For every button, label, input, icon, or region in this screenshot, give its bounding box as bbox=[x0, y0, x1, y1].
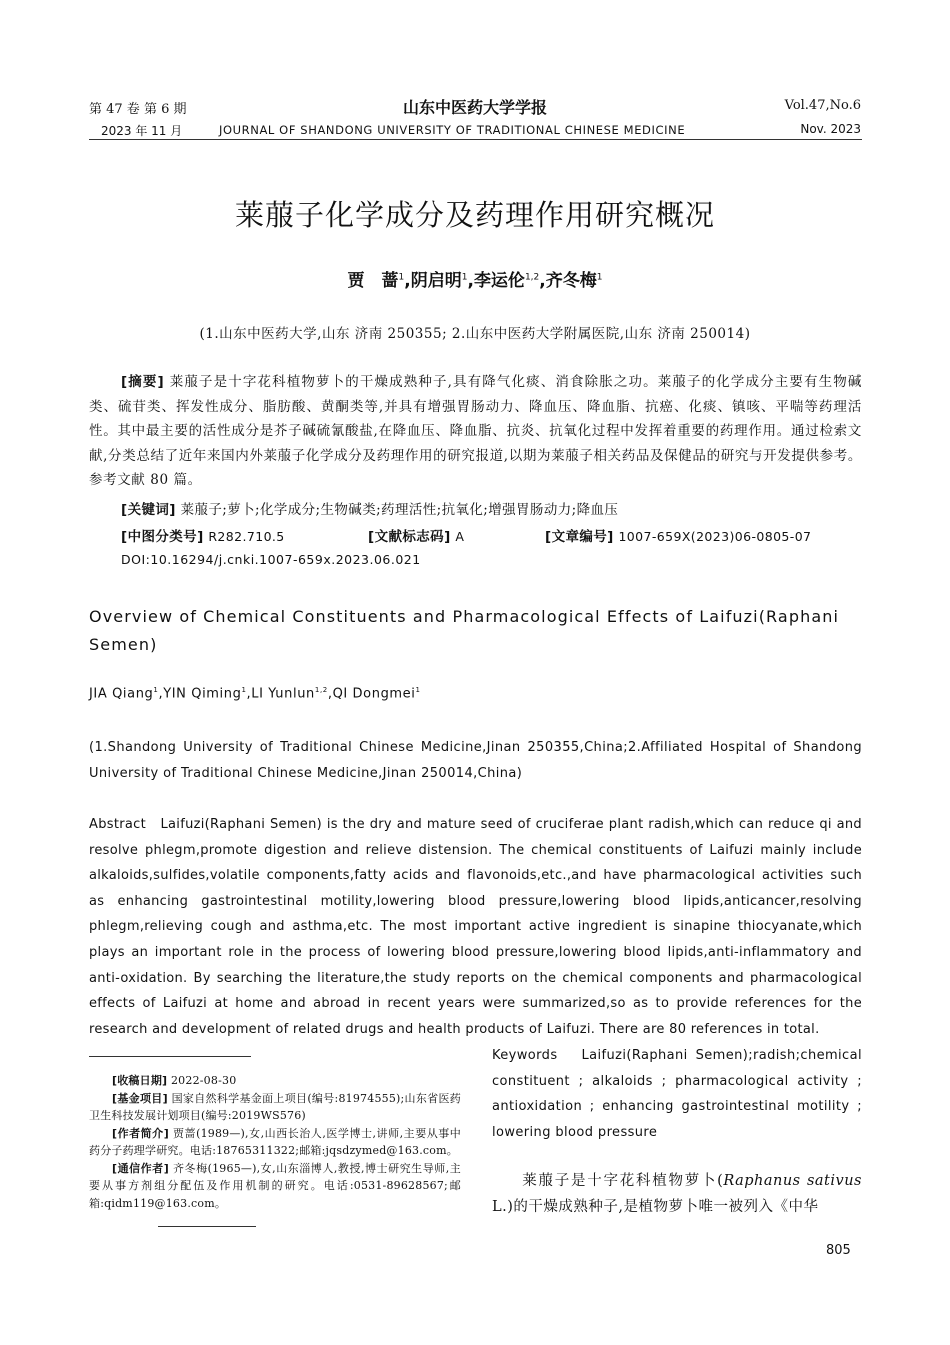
author-sup: 1 bbox=[461, 272, 468, 283]
author-name: 李运伦 bbox=[473, 271, 525, 291]
header-rule bbox=[89, 139, 862, 140]
keywords-cn-label: [关键词] bbox=[121, 502, 176, 518]
affiliation-en: (1.Shandong University of Traditional Chinese Medicine,Jinan 250355,China;2.Affiliated Hospital of Shandong University of Traditional Chinese Medicine,Jinan 250014,China) bbox=[89, 740, 862, 781]
abstract-cn bbox=[89, 370, 862, 493]
author-en-name: YIN Qiming bbox=[163, 686, 242, 702]
keywords-cn: 莱菔子;萝卜;化学成分;生物碱类;药理活性;抗氧化;增强胃肠动力;降血压 bbox=[180, 502, 619, 518]
author-sup: 1,2 bbox=[524, 272, 540, 283]
keywords-en-label: Keywords bbox=[492, 1048, 558, 1063]
keywords-en-text: Laifuzi(Raphani Semen);radish;chemical constituent ; alkaloids ; pharmacological activity ; antioxidation ; enhancing gastrointestinal motility ; lowering blood pressure bbox=[492, 1048, 862, 1141]
doccode-label: [文献标志码] bbox=[368, 529, 451, 545]
footnotes bbox=[89, 1072, 461, 1212]
clc-value: R282.710.5 bbox=[208, 529, 285, 544]
affiliation-cn: (1.山东中医药大学,山东 济南 250355; 2.山东中医药大学附属医院,山东 济南 250014) bbox=[199, 326, 751, 342]
body-paragraph bbox=[492, 1168, 862, 1220]
author-sup: 1 bbox=[596, 272, 603, 283]
footnote-end-rule bbox=[158, 1226, 256, 1227]
article-title-cn: 莱菔子化学成分及药理作用研究概况 bbox=[234, 198, 715, 232]
header-journal-en: JOURNAL OF SHANDONG UNIVERSITY OF TRADITIONAL CHINESE MEDICINE bbox=[219, 123, 686, 137]
doi: DOI:10.16294/j.cnki.1007-659x.2023.06.021 bbox=[121, 552, 421, 567]
author-name: 贾 蔷 bbox=[347, 271, 399, 291]
header-journal-cn: 山东中医药大学学报 bbox=[402, 98, 547, 117]
abstract-en-label: Abstract bbox=[89, 817, 146, 832]
page-number: 805 bbox=[826, 1243, 851, 1258]
header-volume-issue-cn: 第 47 卷 第 6 期 bbox=[89, 102, 187, 117]
doccode-line bbox=[368, 525, 464, 545]
articleno-line bbox=[545, 525, 811, 545]
footnote-rule bbox=[89, 1056, 251, 1057]
body-text-start: 莱菔子是十字花科植物萝卜( bbox=[521, 1173, 724, 1189]
author-name: 齐冬梅 bbox=[545, 271, 597, 291]
keywords-cn-line bbox=[121, 498, 618, 518]
footnote-author: [作者简介] 贾蔷(1989—),女,山西长治人,医学博士,讲师,主要从事中药分子药理学研究。电话:18765311322;邮箱:jqsdzymed@163.com。 bbox=[89, 1126, 462, 1157]
footnote-corresponding: [通信作者] 齐冬梅(1965—),女,山东淄博人,教授,博士研究生导师,主要从事方剂组分配伍及作用机制的研究。电话:0531-89628567;邮箱:qidm119@163.com。 bbox=[89, 1161, 462, 1210]
body-latin-name: Raphanus sativus bbox=[723, 1173, 862, 1189]
body-text-rest: L.)的干燥成熟种子,是植物萝卜唯一被列入《中华 bbox=[492, 1199, 819, 1215]
author-sup: 1 bbox=[398, 272, 405, 283]
header-volume-issue-en: Vol.47,No.6 bbox=[784, 98, 861, 113]
abstract-en bbox=[89, 812, 862, 1042]
author-name: 阴启明 bbox=[410, 271, 462, 291]
footnote-fund: [基金项目] 国家自然科学基金面上项目(编号:81974555);山东省医药卫生科技发展计划项目(编号:2019WS576) bbox=[89, 1091, 461, 1122]
doccode-value: A bbox=[455, 529, 465, 544]
abstract-cn-text: 莱菔子是十字花科植物萝卜的干燥成熟种子,具有降气化痰、消食除胀之功。莱菔子的化学成分主要有生物碱类、硫苷类、挥发性成分、脂肪酸、黄酮类等,并具有增强胃肠动力、降血压、降血脂、抗癌、化痰、镇咳、平喘等药理活性。其中最主要的活性成分是芥子碱硫氰酸盐,在降血压、降血脂、抗炎、抗氧化过程中发挥着重要的药理作用。通过检索文献,分类总结了近年来国内外莱菔子化学成分及药理作用的研究报道,以期为莱菔子相关药品及保健品的研究与开发提供参考。参考文献 80 篇。 bbox=[89, 374, 862, 488]
articleno-value: 1007-659X(2023)06-0805-07 bbox=[618, 529, 812, 544]
authors-cn: 贾 蔷$^1$,阴启明$^1$,李运伦$^{1,2}$,齐冬梅$^1$ bbox=[347, 271, 603, 291]
keywords-en bbox=[492, 1043, 862, 1146]
articleno-label: [文章编号] bbox=[545, 529, 614, 545]
authors-en: JIA Qiang$^1$,YIN Qiming$^1$,LI Yunlun$^{1,2}$,QI Dongmei$^1$ bbox=[89, 686, 421, 702]
article-title-en: Overview of Chemical Constituents and Pharmacological Effects of Laifuzi(Raphani Semen) bbox=[89, 607, 840, 654]
author-en-name: JIA Qiang bbox=[89, 686, 154, 702]
abstract-cn-label: [摘要] bbox=[121, 374, 165, 390]
header-date-cn: 2023 年 11 月 bbox=[101, 124, 183, 138]
author-en-name: LI Yunlun bbox=[251, 686, 315, 702]
clc-line bbox=[121, 525, 285, 545]
footnote-received: [收稿日期] 2022-08-30 bbox=[112, 1074, 237, 1087]
clc-label: [中图分类号] bbox=[121, 529, 204, 545]
author-en-name: QI Dongmei bbox=[332, 686, 416, 702]
abstract-en-text: Laifuzi(Raphani Semen) is the dry and mature seed of cruciferae plant radish,which can reduce qi and resolve phlegm,promote digestion and relieve distension. The chemical constituents of Laifuzi mainly include alkaloids,sulfides,volatile components,fatty acids and flavonoids,etc.,and have pharmacological activities such as enhancing gastrointestinal motility,lowering blood pressure,lowering blood lipids,anticancer,resolving phlegm,relieving cough and asthma,etc. The most important active ingredient is sinapine thiocyanate,which plays an important role in the process of lowering blood pressure,lowering blood lipids,anti-inflammatory and anti-oxidation. By searching the literature,the study reports on the chemical components and pharmacological effects of Laifuzi at home and abroad in recent years were summarized,so as to provide references for the research and development of related drugs and health products of Laifuzi. There are 80 references in total. bbox=[89, 817, 862, 1037]
header-date-en: Nov. 2023 bbox=[800, 122, 861, 136]
